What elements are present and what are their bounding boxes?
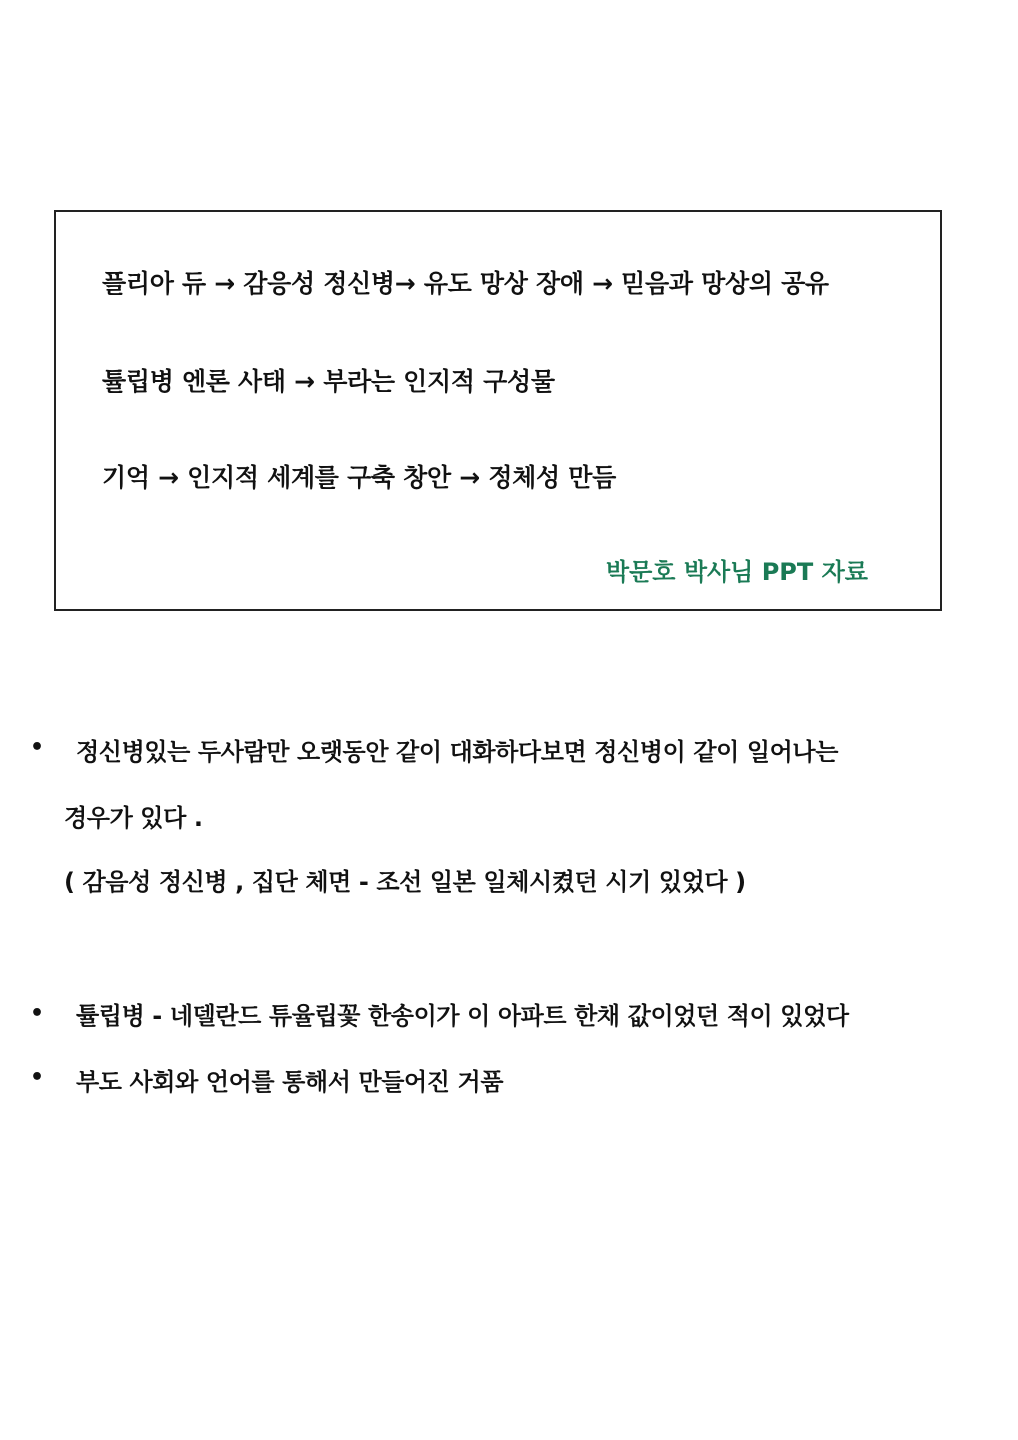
slide-line-3: 기억 → 인지적 세계를 구축 창안 → 정체성 만듬 [102,463,616,492]
bullet-2-dot: • [30,1001,45,1026]
bullet-3-dot: • [30,1065,45,1090]
slide-image-box [54,210,942,611]
bullet-1-text: 정신병있는 두사람만 오랫동안 같이 대화하다보면 정신병이 같이 일어나는 [76,738,838,766]
bullet-2-text: 튤립병 - 네델란드 튜율립꽃 한송이가 이 아파트 한채 값이었던 적이 있었다 [76,1002,849,1030]
bullet-1-dot: • [30,735,45,760]
slide-line-2: 튤립병 엔론 사태 → 부라는 인지적 구성물 [102,367,555,396]
bullet-1-continuation: 경우가 있다 . [64,804,203,832]
slide-line-1: 플리아 듀 → 감응성 정신병→ 유도 망상 장애 → 믿음과 망상의 공유 [102,269,829,298]
slide-credit: 박문호 박사님 PPT 자료 [605,558,868,586]
bullet-1-note: ( 감음성 정신병 , 집단 체면 - 조선 일본 일체시켰던 시기 있었다 ) [64,868,746,896]
bullet-3-text: 부도 사회와 언어를 통해서 만들어진 거품 [76,1068,504,1096]
